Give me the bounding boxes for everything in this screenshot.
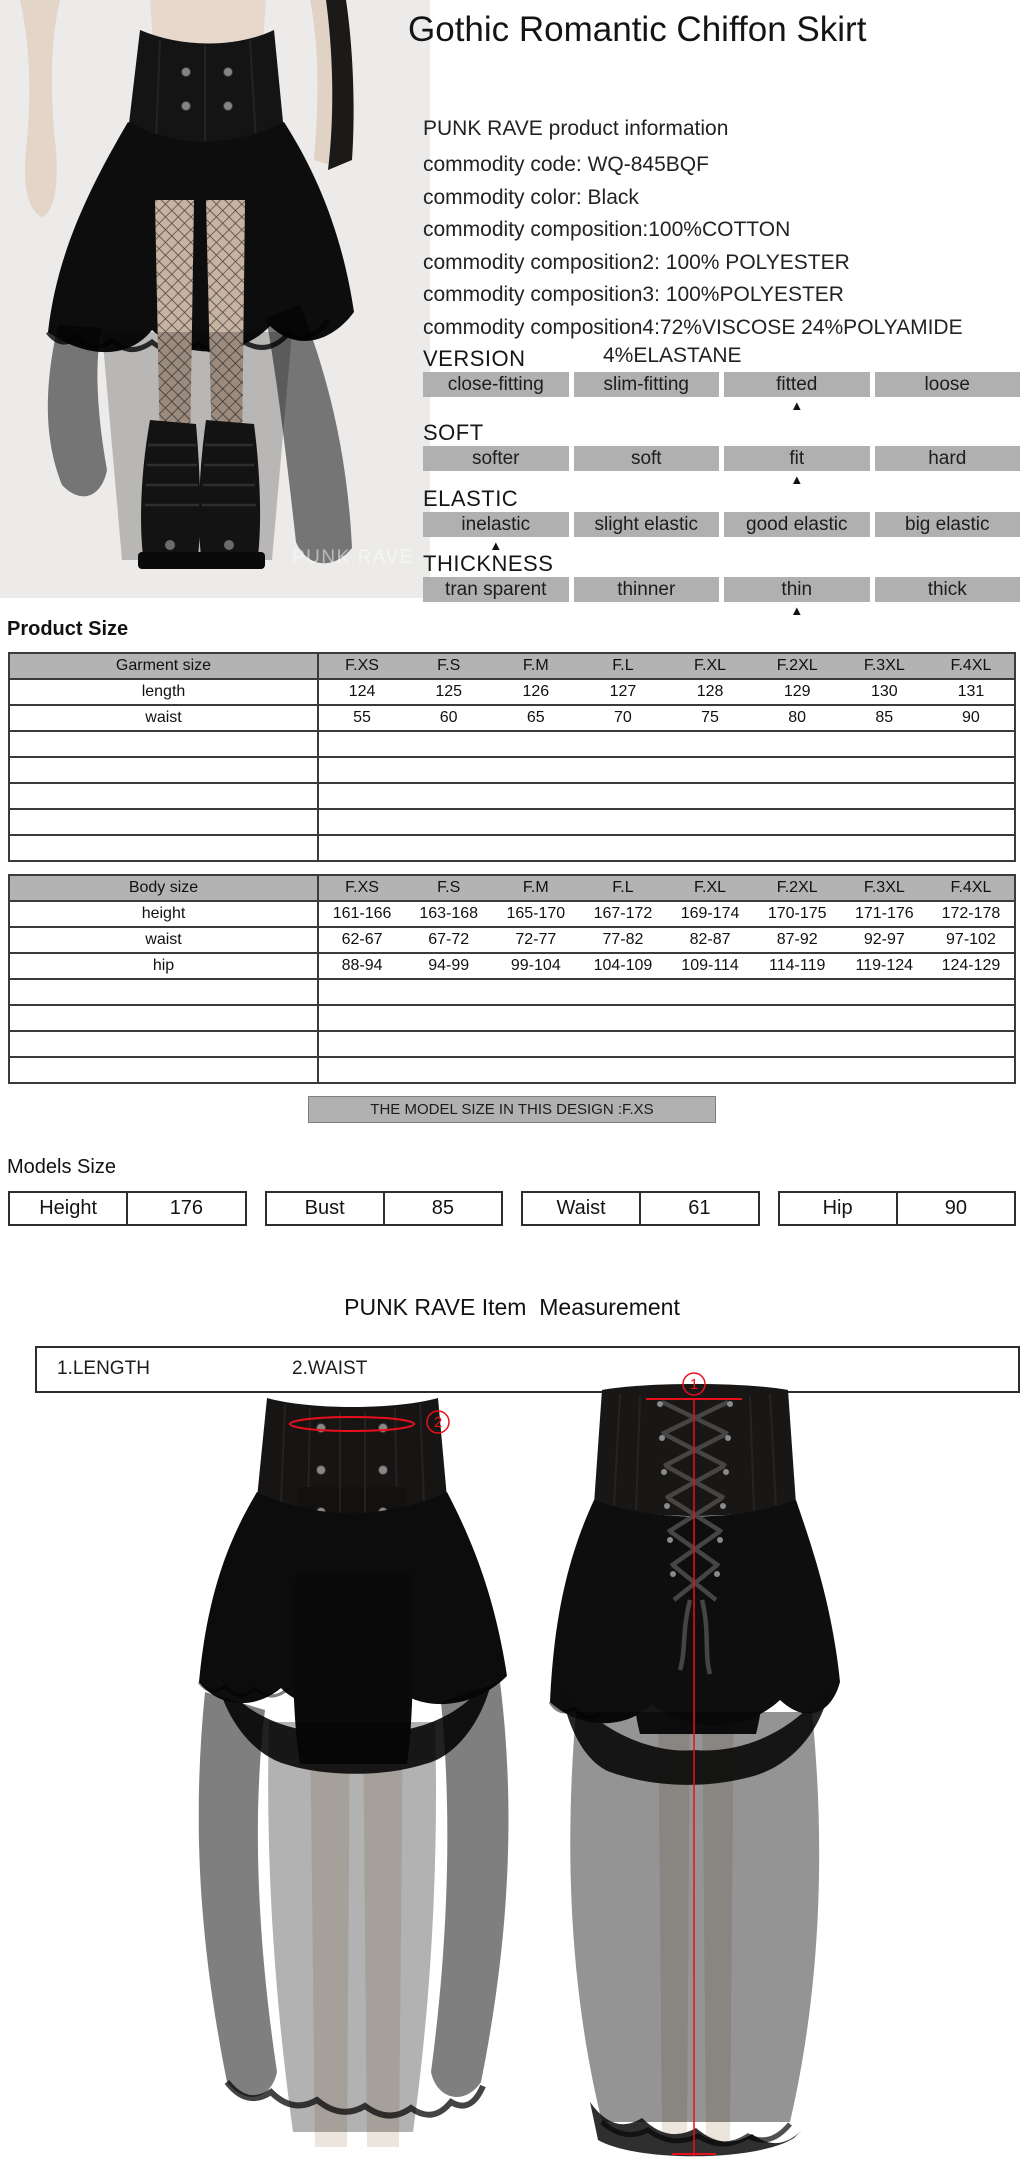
models-size-row bbox=[8, 1191, 1016, 1226]
header-cell: F.S bbox=[405, 875, 492, 901]
value-cell: 94-99 bbox=[405, 953, 492, 979]
front-view-photo bbox=[185, 1392, 520, 2162]
garment-size-table bbox=[8, 652, 1016, 862]
legend-length: 1.LENGTH bbox=[57, 1358, 150, 1379]
attribute-option: close-fitting bbox=[423, 372, 569, 397]
product-size-heading: Product Size bbox=[7, 618, 129, 640]
value-cell: 131 bbox=[928, 679, 1015, 705]
attribute-option: big elastic bbox=[875, 512, 1021, 537]
table-empty-row bbox=[9, 1031, 1015, 1057]
empty-cell bbox=[318, 1031, 1015, 1057]
attribute-option: hard bbox=[875, 446, 1021, 471]
back-view-photo bbox=[540, 1382, 850, 2172]
table-empty-row bbox=[9, 809, 1015, 835]
value-cell: 90 bbox=[928, 705, 1015, 731]
table-empty-row bbox=[9, 1057, 1015, 1083]
header-cell: F.XL bbox=[667, 653, 754, 679]
table-header-row bbox=[9, 875, 1015, 901]
length-annotation-number: 1 bbox=[689, 1376, 699, 1393]
model-measurement-box bbox=[778, 1191, 1017, 1226]
value-cell: 109-114 bbox=[667, 953, 754, 979]
header-cell: F.2XL bbox=[754, 653, 841, 679]
waist-annotation-number: 2 bbox=[433, 1414, 443, 1431]
header-cell: Garment size bbox=[9, 653, 318, 679]
attribute-options bbox=[423, 512, 1020, 537]
info-line-wrap: 4%ELASTANE bbox=[603, 344, 742, 367]
attribute-option: good elastic bbox=[724, 512, 870, 537]
row-label-cell: waist bbox=[9, 705, 318, 731]
header-cell: F.M bbox=[492, 653, 579, 679]
model-measurement-label: Height bbox=[10, 1193, 128, 1224]
header-cell: F.3XL bbox=[841, 653, 928, 679]
value-cell: 65 bbox=[492, 705, 579, 731]
empty-cell bbox=[318, 835, 1015, 861]
value-cell: 97-102 bbox=[928, 927, 1015, 953]
model-measurement-box bbox=[521, 1191, 760, 1226]
empty-label-cell bbox=[9, 757, 318, 783]
table-row bbox=[9, 705, 1015, 731]
table-empty-row bbox=[9, 783, 1015, 809]
row-label-cell: length bbox=[9, 679, 318, 705]
header-cell: F.3XL bbox=[841, 875, 928, 901]
selected-marker-icon: ▲ bbox=[790, 472, 804, 487]
header-cell: Body size bbox=[9, 875, 318, 901]
attribute-option: fit bbox=[724, 446, 870, 471]
selected-marker-icon: ▲ bbox=[790, 398, 804, 413]
value-cell: 128 bbox=[667, 679, 754, 705]
info-line: commodity code: WQ-845BQF bbox=[423, 153, 709, 176]
value-cell: 88-94 bbox=[318, 953, 405, 979]
info-line: commodity color: Black bbox=[423, 185, 639, 209]
legend-waist: 2.WAIST bbox=[292, 1358, 368, 1379]
row-label-cell: waist bbox=[9, 927, 318, 953]
attribute-options bbox=[423, 372, 1020, 397]
model-photo-illustration bbox=[0, 0, 430, 598]
header-cell: F.XS bbox=[318, 875, 405, 901]
table-empty-row bbox=[9, 757, 1015, 783]
empty-label-cell bbox=[9, 1005, 318, 1031]
value-cell: 92-97 bbox=[841, 927, 928, 953]
row-label-cell: height bbox=[9, 901, 318, 927]
model-measurement-value: 85 bbox=[431, 1197, 454, 1219]
value-cell: 62-67 bbox=[318, 927, 405, 953]
empty-label-cell bbox=[9, 979, 318, 1005]
value-cell: 172-178 bbox=[928, 901, 1015, 927]
header-cell: F.XS bbox=[318, 653, 405, 679]
value-cell: 124-129 bbox=[928, 953, 1015, 979]
info-line: commodity composition2: 100% POLYESTER bbox=[423, 250, 850, 274]
model-measurement-value: 61 bbox=[688, 1197, 711, 1219]
table-row bbox=[9, 901, 1015, 927]
body-size-table-body bbox=[9, 875, 1015, 1083]
value-cell: 104-109 bbox=[579, 953, 666, 979]
attribute-option: fitted bbox=[724, 372, 870, 397]
attribute-option: slim-fitting bbox=[574, 372, 720, 397]
value-cell: 171-176 bbox=[841, 901, 928, 927]
attribute-group-soft bbox=[423, 420, 1020, 487]
empty-cell bbox=[318, 809, 1015, 835]
value-cell: 72-77 bbox=[492, 927, 579, 953]
value-cell: 77-82 bbox=[579, 927, 666, 953]
empty-cell bbox=[318, 783, 1015, 809]
empty-label-cell bbox=[9, 1057, 318, 1083]
value-cell: 75 bbox=[667, 705, 754, 731]
value-cell: 165-170 bbox=[492, 901, 579, 927]
value-cell: 170-175 bbox=[754, 901, 841, 927]
value-cell: 55 bbox=[318, 705, 405, 731]
garment-size-table-body bbox=[9, 653, 1015, 861]
attribute-scales bbox=[423, 0, 1020, 620]
empty-cell bbox=[318, 1005, 1015, 1031]
attribute-label: ELASTIC bbox=[423, 486, 519, 511]
header-cell: F.XL bbox=[667, 875, 754, 901]
value-cell: 130 bbox=[841, 679, 928, 705]
model-size-note: THE MODEL SIZE IN THIS DESIGN :F.XS bbox=[308, 1096, 716, 1123]
attribute-option: loose bbox=[875, 372, 1021, 397]
empty-cell bbox=[318, 1057, 1015, 1083]
table-header-row bbox=[9, 653, 1015, 679]
page-title: Gothic Romantic Chiffon Skirt bbox=[408, 10, 867, 49]
info-heading: PUNK RAVE product information bbox=[423, 117, 729, 140]
attribute-option: thinner bbox=[574, 577, 720, 602]
attribute-option: soft bbox=[574, 446, 720, 471]
empty-label-cell bbox=[9, 1031, 318, 1057]
value-cell: 124 bbox=[318, 679, 405, 705]
value-cell: 167-172 bbox=[579, 901, 666, 927]
attribute-label: THICKNESS bbox=[423, 551, 554, 576]
attribute-group-version bbox=[423, 346, 1020, 413]
value-cell: 67-72 bbox=[405, 927, 492, 953]
info-line: commodity composition3: 100%POLYESTER bbox=[423, 283, 844, 306]
value-cell: 125 bbox=[405, 679, 492, 705]
value-cell: 161-166 bbox=[318, 901, 405, 927]
header-cell: F.M bbox=[492, 875, 579, 901]
value-cell: 126 bbox=[492, 679, 579, 705]
table-empty-row bbox=[9, 835, 1015, 861]
header-cell: F.2XL bbox=[754, 875, 841, 901]
value-cell: 70 bbox=[579, 705, 666, 731]
model-measurement-value: 90 bbox=[944, 1197, 967, 1219]
info-line: commodity composition:100%COTTON bbox=[423, 218, 791, 241]
model-measurement-box bbox=[265, 1191, 504, 1226]
value-cell: 60 bbox=[405, 705, 492, 731]
table-row bbox=[9, 953, 1015, 979]
value-cell: 114-119 bbox=[754, 953, 841, 979]
body-size-table bbox=[8, 874, 1016, 1084]
attribute-option: softer bbox=[423, 446, 569, 471]
attribute-label: SOFT bbox=[423, 420, 484, 445]
product-photo bbox=[0, 0, 430, 598]
attribute-group-elastic bbox=[423, 486, 1020, 553]
value-cell: 119-124 bbox=[841, 953, 928, 979]
selected-marker-icon: ▲ bbox=[790, 603, 804, 618]
info-line: commodity composition4:72%VISCOSE 24%POLYAMIDE bbox=[423, 315, 963, 339]
value-cell: 127 bbox=[579, 679, 666, 705]
attribute-option: thin bbox=[724, 577, 870, 602]
measurement-heading: PUNK RAVE Item Measurement bbox=[344, 1294, 680, 1320]
attribute-options bbox=[423, 577, 1020, 602]
model-measurement-box bbox=[8, 1191, 247, 1226]
row-label-cell: hip bbox=[9, 953, 318, 979]
empty-cell bbox=[318, 757, 1015, 783]
header-cell: F.L bbox=[579, 653, 666, 679]
value-cell: 99-104 bbox=[492, 953, 579, 979]
value-cell: 85 bbox=[841, 705, 928, 731]
attribute-group-thickness bbox=[423, 551, 1020, 618]
table-row bbox=[9, 679, 1015, 705]
measurement-legend-box bbox=[35, 1346, 1020, 1393]
attribute-option: slight elastic bbox=[574, 512, 720, 537]
model-measurement-label: Hip bbox=[780, 1193, 898, 1224]
model-measurement-label: Bust bbox=[267, 1193, 385, 1224]
model-measurement-value: 176 bbox=[169, 1197, 204, 1219]
attribute-option: tran sparent bbox=[423, 577, 569, 602]
empty-cell bbox=[318, 731, 1015, 757]
attribute-option: thick bbox=[875, 577, 1021, 602]
models-size-heading: Models Size bbox=[7, 1156, 116, 1178]
header-cell: F.4XL bbox=[928, 653, 1015, 679]
header-cell: F.4XL bbox=[928, 875, 1015, 901]
empty-label-cell bbox=[9, 783, 318, 809]
value-cell: 169-174 bbox=[667, 901, 754, 927]
value-cell: 129 bbox=[754, 679, 841, 705]
value-cell: 87-92 bbox=[754, 927, 841, 953]
empty-label-cell bbox=[9, 809, 318, 835]
attribute-options bbox=[423, 446, 1020, 471]
value-cell: 80 bbox=[754, 705, 841, 731]
model-measurement-label: Waist bbox=[523, 1193, 641, 1224]
attribute-option: inelastic bbox=[423, 512, 569, 537]
header-cell: F.L bbox=[579, 875, 666, 901]
selected-marker-icon: ▲ bbox=[489, 538, 503, 553]
table-empty-row bbox=[9, 1005, 1015, 1031]
empty-label-cell bbox=[9, 835, 318, 861]
table-empty-row bbox=[9, 731, 1015, 757]
header-cell: F.S bbox=[405, 653, 492, 679]
table-empty-row bbox=[9, 979, 1015, 1005]
value-cell: 163-168 bbox=[405, 901, 492, 927]
photo-watermark: PUNK RAVE bbox=[292, 547, 414, 568]
value-cell: 82-87 bbox=[667, 927, 754, 953]
empty-cell bbox=[318, 979, 1015, 1005]
empty-label-cell bbox=[9, 731, 318, 757]
attribute-label: VERSION bbox=[423, 346, 526, 371]
table-row bbox=[9, 927, 1015, 953]
